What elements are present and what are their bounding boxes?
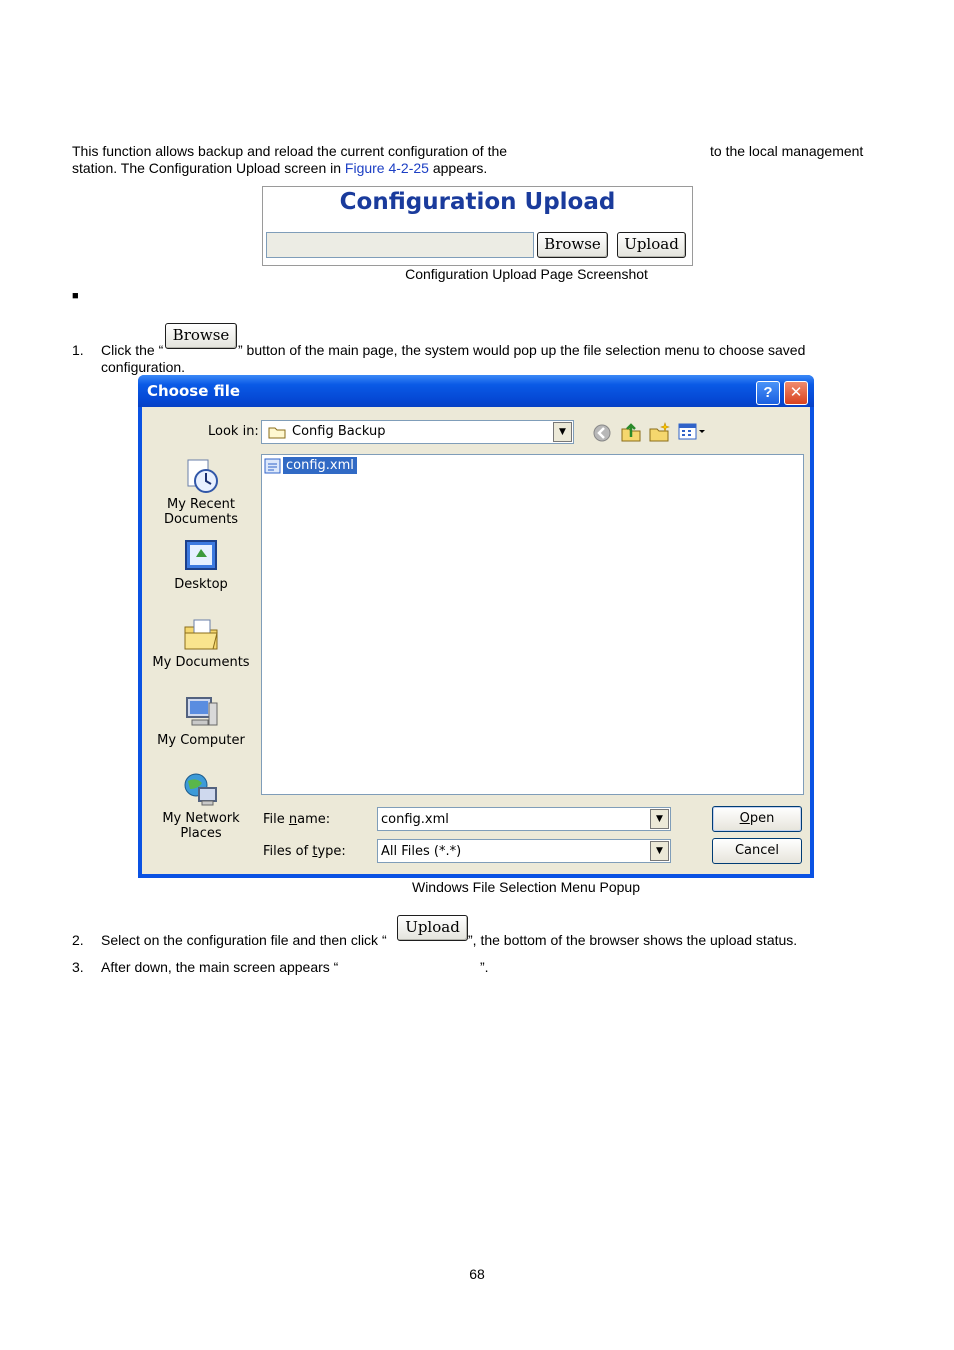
step-2-upload-button-image: Upload (397, 915, 468, 941)
files-of-type-label (263, 844, 346, 859)
network-places-icon (182, 771, 220, 809)
choose-file-dialog (138, 375, 814, 878)
file-name-label-post: ame: (297, 812, 331, 827)
intro-line-2 (72, 160, 892, 177)
intro-line-1-end: to the local management (710, 143, 864, 159)
page-number: 68 (469, 1266, 485, 1282)
files-of-type-label-post: ype: (317, 844, 346, 859)
dialog-titlebar[interactable] (138, 375, 814, 407)
close-button[interactable]: ✕ (784, 381, 808, 405)
step-2-text-after: ”, the bottom of the browser shows the upload status. (468, 932, 798, 948)
place-label: Desktop (174, 577, 228, 592)
place-my-recent-documents[interactable] (146, 457, 256, 527)
open-label: pen (749, 811, 775, 826)
browse-button[interactable]: Browse (537, 232, 608, 258)
desktop-icon (182, 537, 220, 575)
config-upload-caption: Configuration Upload Page Screenshot (405, 266, 648, 282)
config-upload-panel (262, 186, 693, 266)
file-list[interactable] (261, 454, 804, 795)
file-name-value: config.xml (381, 812, 449, 827)
step-1-text-cont: configuration. (101, 359, 186, 375)
file-name: config.xml (283, 457, 357, 474)
dialog-title: Choose file (147, 382, 241, 400)
file-name-label-pre: File (263, 812, 289, 827)
new-folder-icon[interactable] (648, 421, 670, 443)
step-1-text-after: ” button of the main page, the system would pop up the file selection menu to choose saved (238, 342, 806, 358)
figure-link[interactable]: Figure 4-2-25 (344, 160, 429, 176)
look-in-value: Config Backup (292, 424, 386, 439)
files-of-type-label-access-key: t (312, 844, 318, 859)
place-my-network-places[interactable] (146, 771, 256, 841)
place-label: Documents (163, 512, 239, 527)
files-of-type-dropdown-arrow-icon[interactable]: ▼ (650, 841, 669, 861)
file-name-label-access-key: n (288, 812, 298, 827)
step-3-number: 3. (72, 959, 84, 975)
step-1-number: 1. (72, 342, 84, 358)
intro-line-1-start: This function allows backup and reload the current configuration of the (72, 143, 508, 159)
files-of-type-select[interactable] (377, 839, 671, 863)
config-file-input[interactable] (266, 232, 534, 258)
place-desktop[interactable] (146, 537, 256, 592)
intro-line-2-start: station. The Configuration Upload screen in (72, 160, 345, 176)
my-documents-icon (182, 615, 220, 653)
config-upload-title: Configuration Upload (339, 189, 616, 215)
back-icon[interactable] (592, 423, 612, 443)
upload-button[interactable]: Upload (617, 232, 686, 258)
recent-documents-icon (182, 457, 220, 495)
dialog-body (142, 407, 810, 874)
step-3-text-before: After down, the main screen appears “ (101, 959, 339, 975)
my-computer-icon (182, 693, 220, 731)
step-3-text-after: ”. (480, 959, 489, 975)
view-menu-icon[interactable] (678, 423, 708, 441)
look-in-label: Look in: (208, 424, 259, 439)
place-label: My Computer (157, 733, 245, 748)
place-label: My Recent (167, 497, 235, 512)
dialog-caption: Windows File Selection Menu Popup (411, 879, 640, 895)
intro-line-2-end: appears. (428, 160, 488, 176)
bullet-marker: ■ (72, 290, 79, 302)
help-button[interactable]: ? (756, 381, 780, 405)
file-name-dropdown-arrow-icon[interactable]: ▼ (650, 809, 669, 829)
step-2-text-before: Select on the configuration file and then click “ (101, 932, 387, 948)
cancel-button[interactable]: Cancel (712, 838, 802, 864)
xml-file-icon (264, 458, 282, 474)
step-1-text-before: Click the “ (101, 342, 164, 358)
look-in-dropdown-arrow-icon[interactable]: ▼ (553, 422, 572, 442)
up-folder-icon[interactable] (620, 421, 642, 443)
intro-line-1 (72, 143, 892, 160)
look-in-select[interactable] (261, 420, 574, 444)
step-1-browse-button-image: Browse (165, 323, 237, 349)
file-name-input[interactable] (377, 807, 671, 831)
place-my-computer[interactable] (146, 693, 256, 748)
place-my-documents[interactable] (146, 615, 256, 670)
place-label: Places (180, 826, 222, 841)
open-button[interactable] (712, 806, 802, 832)
open-access-key: O (739, 811, 750, 826)
folder-icon (268, 425, 286, 439)
files-of-type-value: All Files (*.*) (381, 844, 462, 859)
file-name-label (263, 812, 330, 827)
intro-paragraph (72, 143, 892, 177)
place-label: My Documents (152, 655, 250, 670)
step-2-number: 2. (72, 932, 84, 948)
place-label: My Network (162, 811, 240, 826)
files-of-type-label-pre: Files of (263, 844, 313, 859)
